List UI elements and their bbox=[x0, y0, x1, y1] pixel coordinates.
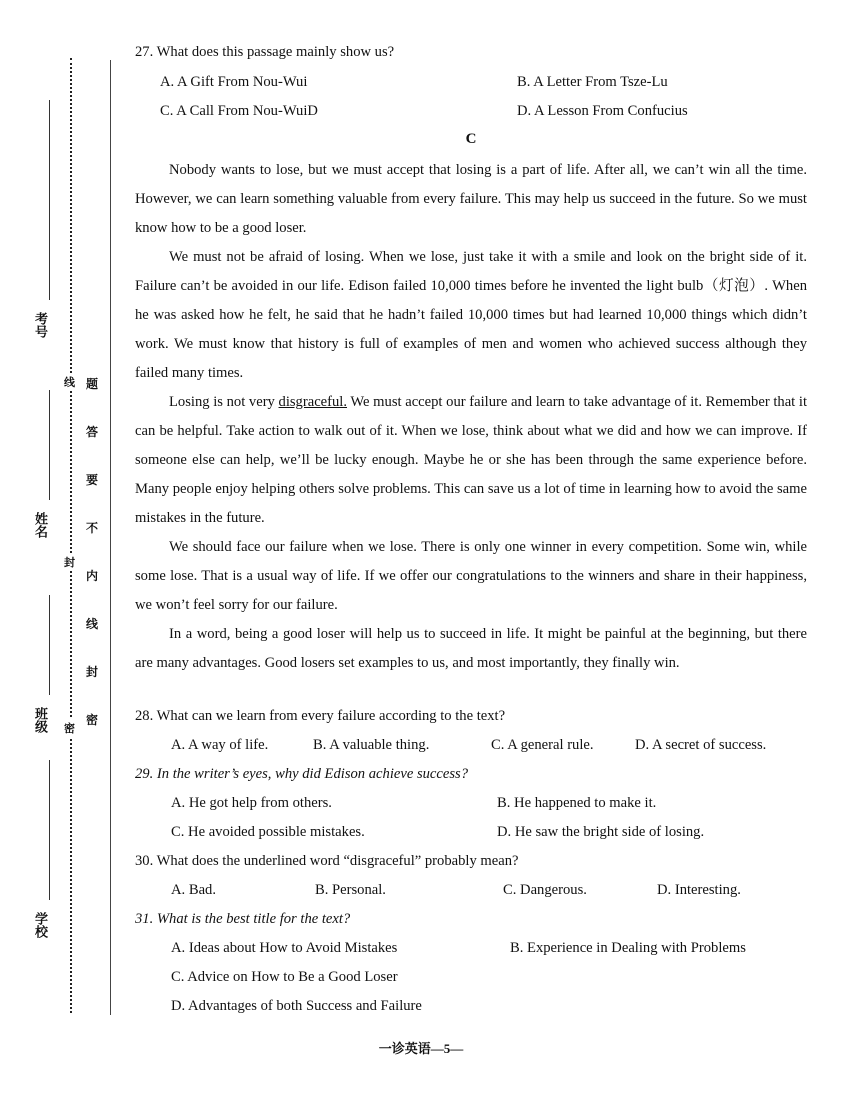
warning-char-1: 题 bbox=[86, 377, 99, 391]
paragraph-4: We should face our failure when we lose. There is only one winner in every competition. Some win, while some lose. That is a usual way of life. If we offer our congratulations to the winners and share in their happiness, we won’t feel sorry for our failure. bbox=[135, 539, 807, 613]
seal-xian: 线 bbox=[64, 373, 75, 391]
banji-blank-line bbox=[49, 595, 50, 695]
q30-option-c: C. Dangerous. bbox=[503, 882, 587, 898]
xuexiao-label: 学校 bbox=[32, 912, 47, 938]
q27-option-b: B. A Letter From Tsze-Lu bbox=[517, 74, 668, 90]
binding-rule bbox=[110, 60, 111, 1015]
warning-char-7: 封 bbox=[86, 665, 99, 679]
paragraph-1: Nobody wants to lose, but we must accept that losing is a part of life. After all, we can’t win all the time. However, we can learn something valuable from every failure. This may help us succeed in the future. So we must know how to be a good loser. bbox=[135, 162, 807, 236]
kaohao-label: 考号 bbox=[32, 312, 47, 338]
page-footer: 一诊英语—5— bbox=[378, 1041, 464, 1056]
q27-option-c: C. A Call From Nou-WuiD bbox=[160, 103, 318, 119]
q30-option-a: A. Bad. bbox=[171, 882, 216, 898]
q28-option-b: B. A valuable thing. bbox=[313, 737, 430, 753]
seal-feng: 封 bbox=[64, 553, 75, 571]
q31-option-a: A. Ideas about How to Avoid Mistakes bbox=[171, 940, 398, 956]
q28-option-c: C. A general rule. bbox=[491, 737, 594, 753]
paragraph-3 bbox=[135, 388, 807, 533]
q28-option-a: A. A way of life. bbox=[171, 737, 269, 753]
q29-option-b: B. He happened to make it. bbox=[497, 795, 657, 811]
q29-option-d: D. He saw the bright side of losing. bbox=[497, 824, 705, 840]
q29-stem: 29. In the writer’s eyes, why did Edison achieve success? bbox=[135, 766, 469, 782]
paragraph-3-post: We must accept our failure and learn to take advantage of it. Remember that it can be helpful. Take action to walk out of it. When we lose, think about what we did and how we can improve. If someone else can help, we’ll be lucky enough. Maybe he or she has been through the same experience before. Many people enjoy helping others solve problems. This can save us a lot of time in learning how to avoid the same mistakes in the future. bbox=[135, 394, 808, 526]
q30-stem: 30. What does the underlined word “disgraceful” probably mean? bbox=[135, 853, 519, 869]
seal-mi: 密 bbox=[64, 719, 75, 737]
warning-char-8: 密 bbox=[86, 713, 99, 727]
q30-option-d: D. Interesting. bbox=[657, 882, 741, 898]
q29-option-a: A. He got help from others. bbox=[171, 795, 332, 811]
warning-char-4: 不 bbox=[86, 521, 99, 535]
kaohao-blank-line bbox=[49, 100, 50, 300]
q31-option-c: C. Advice on How to Be a Good Loser bbox=[171, 969, 398, 985]
q27-option-d: D. A Lesson From Confucius bbox=[517, 103, 688, 119]
underlined-word: disgraceful. bbox=[278, 394, 348, 410]
dotted-cut-line bbox=[70, 58, 72, 1013]
banji-label: 班级 bbox=[32, 707, 47, 733]
warning-char-2: 答 bbox=[86, 425, 99, 439]
warning-char-5: 内 bbox=[86, 569, 99, 583]
q30-option-b: B. Personal. bbox=[315, 882, 386, 898]
q27-stem: 27. What does this passage mainly show us? bbox=[135, 44, 395, 60]
q31-option-d: D. Advantages of both Success and Failure bbox=[171, 998, 422, 1014]
paragraph-2: We must not be afraid of losing. When we lose, just take it with a smile and look on the bright side of it. Failure can’t be avoided in our life. Edison failed 10,000 times before he invented the light bulb（灯泡）. When he was asked how he felt, he said that he hadn’t failed 10,000 times but had learned 10,000 things which didn’t work. We must know that history is full of examples of men and women who achieved success although they failed many times. bbox=[135, 249, 807, 381]
q28-stem: 28. What can we learn from every failure according to the text? bbox=[135, 708, 506, 724]
paragraph-3-pre: Losing is not very bbox=[169, 394, 279, 410]
xingming-label: 姓名 bbox=[32, 512, 47, 538]
q31-stem bbox=[135, 911, 350, 928]
q27-option-a: A. A Gift From Nou-Wui bbox=[160, 74, 308, 90]
q31-option-b: B. Experience in Dealing with Problems bbox=[510, 940, 746, 956]
warning-char-3: 要 bbox=[86, 473, 99, 487]
xingming-blank-line bbox=[49, 390, 50, 500]
xuexiao-blank-line bbox=[49, 760, 50, 900]
paragraph-5: In a word, being a good loser will help us to succeed in life. It might be painful at the beginning, but there are many advantages. Good losers set examples to us, and most importantly, they finally win. bbox=[135, 626, 807, 671]
warning-char-6: 线 bbox=[86, 617, 99, 631]
q28-option-d: D. A secret of success. bbox=[635, 737, 767, 753]
q31-stem-text: 31. What is the best title for the text? bbox=[135, 911, 351, 927]
section-heading: C bbox=[465, 131, 477, 147]
q29-option-c: C. He avoided possible mistakes. bbox=[171, 824, 365, 840]
binding-margin bbox=[0, 0, 130, 1101]
